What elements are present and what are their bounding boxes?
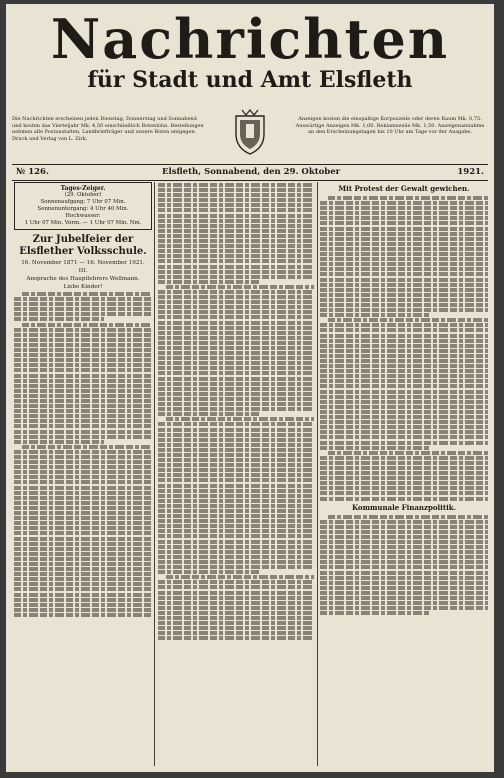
issue-year: 1921. — [457, 167, 484, 177]
section-headline: Kommunale Finanzpolitik. — [351, 502, 457, 512]
newspaper-page — [6, 4, 494, 772]
high-water-times: 1 Uhr 07 Min. Vorm. — 1 Uhr 07 Min. Nm. — [24, 220, 142, 226]
article-body — [14, 292, 152, 617]
dateline — [12, 167, 488, 179]
masthead-subtitle: für Stadt und Amt Elsfleth — [87, 67, 413, 93]
column-divider — [154, 182, 155, 766]
article-greeting: Liebe Kinder! — [63, 284, 103, 290]
article-intro: Ansprache des Hauptlehrers Wellmann. — [26, 276, 140, 282]
masthead — [6, 7, 494, 93]
top-rule — [12, 164, 488, 165]
header-info-row — [12, 116, 488, 162]
column-divider — [317, 182, 318, 766]
column-3-body — [320, 196, 488, 501]
issue-date: Elsfleth, Sonnabend, den 29. Oktober — [162, 167, 341, 177]
column-3 — [320, 182, 488, 616]
coat-of-arms-icon — [230, 108, 270, 156]
issue-number: № 126. — [16, 167, 49, 177]
column-2 — [158, 182, 314, 641]
article-headline: Zur Jubelfeier der Elsflether Volksschule. — [19, 234, 147, 257]
advertising-info: Anzeigen kosten die einspaltige Korpuszeile oder deren Raum Mk. 0,75. Auswärtige Anzeigen Mk. 1,00. Reklamezeile Mk. 1,50. Anzeigenannahme an den Erscheinungstagen bis 10 Uhr am Tage vor der Ausgabe. — [295, 116, 485, 135]
dateline-rule — [12, 180, 488, 181]
subscription-info: Die Nachrichten erscheinen jeden Dienstag, Donnerstag und Sonnabend und kosten das Vierteljahr Mk. 4,50 einschließlich Botenlohn. Bestellungen nehmen alle Postanstalten, Landbriefträger und unsere Boten entgegen. Druck und Verlag von L. Zirk. — [12, 116, 204, 142]
box-title: Tages-Zeiger. — [60, 185, 106, 192]
box-date: (29. Oktober) — [64, 192, 102, 198]
section-mark: III. — [78, 268, 88, 274]
column-1 — [14, 182, 152, 618]
masthead-title: Nachrichten — [50, 7, 450, 71]
high-water-label: Hochwasser: — [65, 213, 101, 219]
column-2-body — [158, 183, 314, 640]
sunset-line: Sonnenuntergang: 4 Uhr 40 Min. — [37, 206, 129, 212]
article-dates: 16. November 1871 — 16. November 1921. — [21, 260, 145, 266]
sunrise-line: Sonnenaufgang: 7 Uhr 07 Min. — [40, 199, 126, 205]
section-body — [320, 515, 488, 616]
tages-zeiger-box — [14, 182, 152, 230]
article-headline: Mit Protest der Gewalt gewichen. — [338, 184, 470, 193]
